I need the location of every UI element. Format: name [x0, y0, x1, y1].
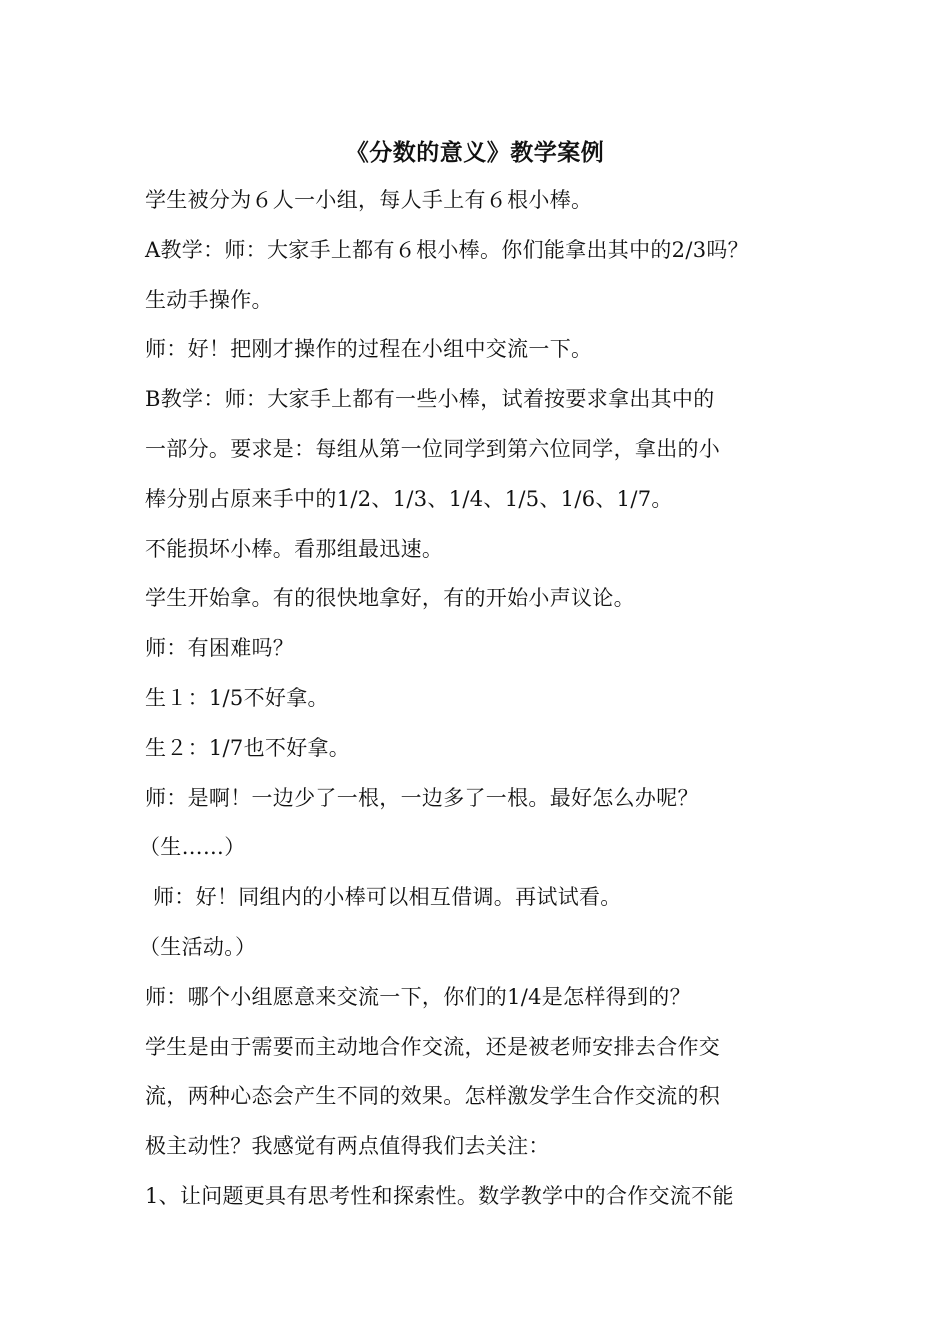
paragraph-line: B教学：师：大家手上都有一些小棒，试着按要求拿出其中的 [145, 387, 715, 412]
paragraph-line: 一部分。要求是：每组从第一位同学到第六位同学，拿出的小 [145, 436, 721, 461]
paragraph-line: 生２：1/7也不好拿。 [145, 735, 351, 760]
paragraph-line: A教学：师：大家手上都有６根小棒。你们能拿出其中的2/3吗？ [145, 237, 749, 262]
paragraph-line: 师：好！同组内的小棒可以相互借调。再试试看。 [153, 885, 622, 910]
paragraph-line: 师：是啊！一边少了一根，一边多了一根。最好怎么办呢？ [145, 785, 699, 810]
paragraph-line: 师：好！把刚才操作的过程在小组中交流一下。 [145, 337, 593, 362]
paragraph-line: 流，两种心态会产生不同的效果。怎样激发学生合作交流的积 [145, 1084, 721, 1109]
paragraph-line: 棒分别占原来手中的1/2、1/3、1/4、1/5、1/6、1/7。 [145, 486, 673, 511]
paragraph-line: 师：有困难吗？ [145, 636, 295, 661]
paragraph-line: 学生被分为６人一小组，每人手上有６根小棒。 [145, 188, 593, 212]
document-title: 《分数的意义》教学案例 [345, 139, 605, 166]
paragraph-line: 不能损坏小棒。看那组最迅速。 [145, 536, 444, 561]
paragraph-line: 生动手操作。 [145, 287, 273, 312]
paragraph-line: 师：哪个小组愿意来交流一下，你们的1/4是怎样得到的？ [145, 984, 691, 1009]
paragraph-line: 生１：1/5不好拿。 [145, 685, 329, 710]
document-body [139, 176, 835, 1222]
paragraph-line: （生……） [139, 835, 246, 860]
paragraph-line: 1、让问题更具有思考性和探索性。数学教学中的合作交流不能 [145, 1183, 734, 1208]
paragraph-line: 极主动性？我感觉有两点值得我们去关注： [145, 1134, 550, 1159]
paragraph-line: 学生开始拿。有的很快地拿好，有的开始小声议论。 [145, 586, 635, 611]
paragraph-line: 学生是由于需要而主动地合作交流，还是被老师安排去合作交 [145, 1034, 721, 1059]
paragraph-line: （生活动。） [139, 934, 257, 959]
